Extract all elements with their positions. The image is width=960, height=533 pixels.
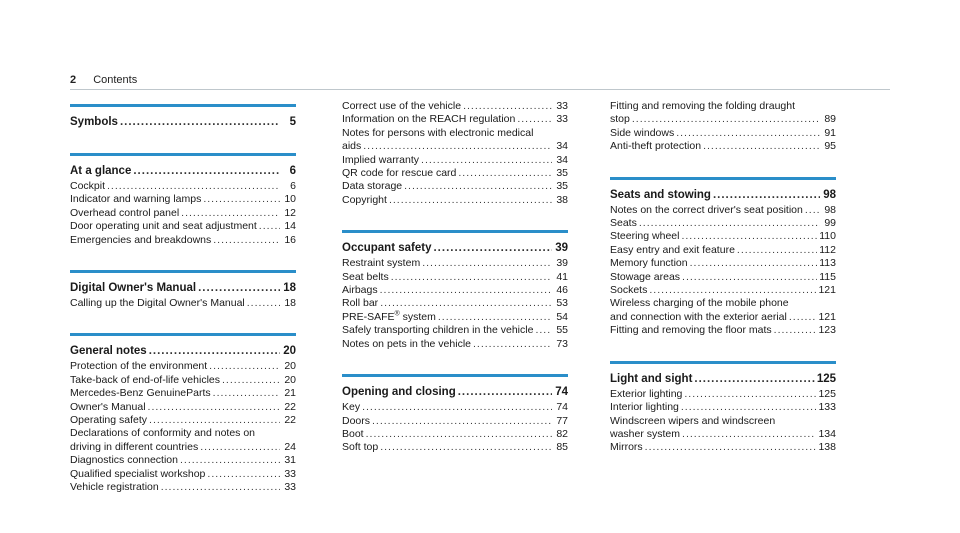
dot-leader bbox=[703, 140, 820, 153]
entry-title: Boot bbox=[342, 427, 364, 440]
toc-column-1 bbox=[70, 104, 296, 518]
page-ref: 113 bbox=[819, 257, 836, 270]
toc-entry[interactable] bbox=[342, 167, 568, 180]
toc-entry[interactable] bbox=[342, 100, 568, 113]
entry-title: Mercedes-Benz GenuineParts bbox=[70, 387, 211, 400]
page-ref: 33 bbox=[556, 113, 568, 126]
page-ref: 46 bbox=[556, 284, 568, 297]
page-ref: 14 bbox=[284, 220, 296, 233]
dot-leader bbox=[684, 388, 816, 401]
toc-section-heading[interactable] bbox=[70, 281, 296, 296]
entry-title: Seat belts bbox=[342, 270, 389, 283]
toc-entry[interactable] bbox=[70, 401, 296, 414]
page-ref: 115 bbox=[819, 270, 836, 283]
entry-title: Restraint system bbox=[342, 257, 421, 270]
section-bar bbox=[610, 177, 836, 180]
toc-column-2 bbox=[342, 100, 568, 478]
dot-leader bbox=[682, 271, 817, 284]
toc-entry[interactable] bbox=[610, 428, 836, 441]
entry-title: Overhead control panel bbox=[70, 206, 180, 219]
page-ref: 20 bbox=[284, 360, 296, 373]
toc-entry[interactable] bbox=[610, 217, 836, 230]
dot-leader bbox=[676, 127, 820, 140]
toc-section bbox=[342, 230, 568, 351]
toc-section-heading[interactable] bbox=[342, 241, 568, 256]
dot-leader bbox=[372, 415, 552, 428]
page-ref: 134 bbox=[818, 427, 836, 440]
entry-title: Key bbox=[342, 401, 361, 414]
toc-entry[interactable] bbox=[70, 193, 296, 206]
page-ref: 138 bbox=[818, 441, 836, 454]
toc-entry[interactable] bbox=[70, 297, 296, 310]
dot-leader bbox=[805, 204, 820, 217]
toc-entry[interactable] bbox=[342, 311, 568, 324]
dot-leader bbox=[421, 154, 552, 167]
section-bar bbox=[610, 361, 836, 364]
page-ref: 95 bbox=[824, 140, 836, 153]
toc-entry[interactable] bbox=[70, 360, 296, 373]
entry-title: Seats bbox=[610, 217, 637, 230]
entry-title: Stowage areas bbox=[610, 270, 681, 283]
page-ref: 41 bbox=[556, 270, 568, 283]
toc-entry[interactable] bbox=[342, 194, 568, 207]
page-ref: 98 bbox=[824, 203, 836, 216]
page-ref: 39 bbox=[555, 242, 568, 255]
toc-entry[interactable] bbox=[342, 257, 568, 270]
dot-leader bbox=[389, 194, 552, 207]
dot-leader bbox=[458, 167, 552, 180]
entry-title: washer system bbox=[610, 427, 681, 440]
page-header bbox=[70, 74, 137, 86]
toc-entry[interactable] bbox=[610, 204, 836, 217]
entry-title: aids bbox=[342, 140, 362, 153]
dot-leader bbox=[259, 220, 280, 233]
section-title: General notes bbox=[70, 345, 147, 358]
entry-title: Doors bbox=[342, 414, 371, 427]
entry-title: QR code for rescue card bbox=[342, 167, 457, 180]
entry-title: Exterior lighting bbox=[610, 387, 683, 400]
page-ref: 54 bbox=[556, 310, 568, 323]
dot-leader bbox=[149, 414, 280, 427]
entry-title: Fitting and removing the floor mats bbox=[610, 324, 772, 337]
page-ref: 125 bbox=[816, 372, 836, 385]
page-ref: 123 bbox=[818, 324, 836, 337]
section-title: Opening and closing bbox=[342, 386, 456, 399]
page-ref: 6 bbox=[289, 165, 296, 177]
toc-section bbox=[70, 333, 296, 494]
dot-leader bbox=[362, 401, 552, 414]
dot-leader bbox=[391, 271, 552, 284]
entry-title: Cockpit bbox=[70, 180, 106, 192]
entry-title: Mirrors bbox=[610, 441, 643, 454]
dot-leader bbox=[209, 360, 280, 373]
dot-leader bbox=[694, 372, 814, 387]
toc-entry[interactable] bbox=[342, 415, 568, 428]
dot-leader bbox=[180, 454, 280, 467]
toc-entry[interactable] bbox=[70, 234, 296, 247]
section-title: Occupant safety bbox=[342, 242, 432, 255]
page-ref: 31 bbox=[284, 454, 296, 467]
page-ref: 98 bbox=[823, 188, 836, 201]
toc-entry[interactable] bbox=[610, 324, 836, 337]
page-ref: 125 bbox=[818, 387, 836, 400]
entry-title: Implied warranty bbox=[342, 153, 420, 166]
dot-leader bbox=[120, 115, 280, 130]
dot-leader bbox=[133, 164, 280, 179]
entry-title: Side windows bbox=[610, 126, 675, 139]
page-ref: 82 bbox=[556, 427, 568, 440]
page-ref: 73 bbox=[556, 337, 568, 350]
entry-title: Anti-theft protection bbox=[610, 140, 702, 153]
page-ref: 21 bbox=[284, 387, 296, 400]
entry-title: Emergencies and breakdowns bbox=[70, 233, 212, 246]
entry-title: stop bbox=[610, 113, 630, 126]
toc-entry[interactable] bbox=[610, 230, 836, 243]
dot-leader bbox=[149, 344, 280, 359]
dot-leader bbox=[363, 140, 552, 153]
page-ref: 99 bbox=[824, 217, 836, 230]
toc-section-heading[interactable] bbox=[70, 344, 296, 359]
toc-section-heading[interactable] bbox=[70, 164, 296, 179]
page-ref: 18 bbox=[283, 282, 296, 295]
toc-section bbox=[342, 374, 568, 455]
dot-leader bbox=[380, 284, 552, 297]
toc-entry[interactable] bbox=[70, 441, 296, 454]
section-title: Symbols bbox=[70, 116, 118, 128]
entry-title: Owner's Manual bbox=[70, 400, 146, 413]
page-ref: 110 bbox=[819, 230, 836, 243]
toc-section bbox=[70, 104, 296, 130]
entry-title-line[interactable]: Notes for persons with electronic medical bbox=[342, 126, 534, 139]
entry-title: Protection of the environment bbox=[70, 360, 208, 373]
entry-title: Data storage bbox=[342, 180, 403, 193]
page-ref: 89 bbox=[824, 113, 836, 126]
entry-title: Easy entry and exit feature bbox=[610, 243, 735, 256]
toc-entry[interactable] bbox=[342, 441, 568, 454]
toc-entry[interactable] bbox=[342, 113, 568, 126]
section-bar bbox=[70, 153, 296, 156]
toc-entry[interactable] bbox=[342, 154, 568, 167]
toc-section bbox=[70, 153, 296, 247]
toc-entry[interactable] bbox=[342, 284, 568, 297]
dot-leader bbox=[433, 241, 552, 256]
toc-entry[interactable] bbox=[342, 271, 568, 284]
toc-entry[interactable] bbox=[610, 113, 836, 126]
entry-title: Soft top bbox=[342, 441, 379, 454]
dot-leader bbox=[213, 387, 280, 400]
toc-section-heading[interactable] bbox=[610, 188, 836, 203]
toc-entry[interactable] bbox=[610, 244, 836, 257]
page-ref: 133 bbox=[818, 401, 836, 414]
entry-title: Calling up the Digital Owner's Manual bbox=[70, 297, 245, 310]
page-ref: 24 bbox=[284, 440, 296, 453]
entry-title: Diagnostics connection bbox=[70, 454, 178, 467]
toc-entry[interactable] bbox=[70, 414, 296, 427]
page-ref: 74 bbox=[556, 401, 568, 414]
dot-leader bbox=[438, 311, 552, 324]
toc-section bbox=[70, 270, 296, 310]
toc-entry[interactable] bbox=[70, 207, 296, 220]
toc-entry[interactable] bbox=[70, 468, 296, 481]
section-bar bbox=[342, 374, 568, 377]
dot-leader bbox=[181, 207, 280, 220]
page-ref: 10 bbox=[284, 193, 296, 206]
entry-title: and connection with the exterior aerial bbox=[610, 310, 787, 323]
page-ref: 121 bbox=[818, 284, 836, 297]
section-bar bbox=[342, 230, 568, 233]
toc-entry[interactable] bbox=[70, 180, 296, 193]
toc-section-heading[interactable] bbox=[342, 385, 568, 400]
dot-leader bbox=[207, 468, 280, 481]
page-ref: 35 bbox=[556, 180, 568, 193]
page-ref: 33 bbox=[284, 467, 296, 480]
dot-leader bbox=[681, 401, 817, 414]
toc-entry[interactable] bbox=[342, 428, 568, 441]
toc-entry[interactable] bbox=[342, 297, 568, 310]
page-ref: 121 bbox=[818, 310, 836, 323]
registered-mark: ® bbox=[394, 310, 400, 318]
entry-title: Copyright bbox=[342, 193, 387, 206]
toc-entry[interactable] bbox=[610, 140, 836, 153]
entry-title: Information on the REACH regulation bbox=[342, 113, 516, 126]
entry-title: Operating safety bbox=[70, 414, 148, 427]
dot-leader bbox=[535, 324, 552, 337]
page-ref: 12 bbox=[284, 206, 296, 219]
dot-leader bbox=[458, 385, 552, 400]
toc-entry[interactable] bbox=[70, 387, 296, 400]
entry-title-line[interactable]: Declarations of conformity and notes on bbox=[70, 427, 256, 440]
dot-leader bbox=[422, 257, 552, 270]
section-bar bbox=[70, 270, 296, 273]
toc-entry[interactable] bbox=[342, 338, 568, 351]
toc-entry[interactable] bbox=[610, 257, 836, 270]
entry-title-line[interactable]: Wireless charging of the mobile phone bbox=[610, 297, 789, 310]
entry-title: Notes on the correct driver's seat position bbox=[610, 203, 803, 216]
toc-entry[interactable] bbox=[610, 271, 836, 284]
dot-leader bbox=[222, 374, 280, 387]
toc-entry[interactable] bbox=[610, 311, 836, 324]
page-header-title: Contents bbox=[93, 74, 138, 86]
dot-leader bbox=[463, 100, 552, 113]
page-ref: 74 bbox=[555, 386, 568, 399]
entry-title: Steering wheel bbox=[610, 230, 680, 243]
dot-leader bbox=[713, 188, 820, 203]
section-title: At a glance bbox=[70, 165, 132, 177]
entry-title: Qualified specialist workshop bbox=[70, 467, 206, 480]
entry-title: Indicator and warning lamps bbox=[70, 193, 202, 206]
dot-leader bbox=[404, 180, 552, 193]
toc-entry[interactable] bbox=[70, 220, 296, 233]
page-ref: 35 bbox=[556, 167, 568, 180]
entry-title: driving in different countries bbox=[70, 440, 199, 453]
dot-leader bbox=[107, 180, 280, 193]
dot-leader bbox=[198, 281, 280, 296]
page-ref: 91 bbox=[824, 126, 836, 139]
page-ref: 18 bbox=[284, 297, 296, 310]
page-ref: 16 bbox=[284, 233, 296, 246]
page-ref: 20 bbox=[284, 373, 296, 386]
dot-leader bbox=[690, 257, 818, 270]
entry-title: Notes on pets in the vehicle bbox=[342, 337, 471, 350]
toc-entry[interactable] bbox=[342, 401, 568, 414]
toc-entry[interactable] bbox=[70, 454, 296, 467]
entry-title: Sockets bbox=[610, 284, 648, 297]
toc-entry[interactable] bbox=[342, 324, 568, 337]
dot-leader bbox=[649, 284, 816, 297]
dot-leader bbox=[148, 401, 280, 414]
section-title: Light and sight bbox=[610, 372, 693, 385]
entry-title: Correct use of the vehicle bbox=[342, 100, 462, 112]
page-ref: 77 bbox=[556, 414, 568, 427]
toc-entry[interactable] bbox=[70, 374, 296, 387]
dot-leader bbox=[203, 193, 280, 206]
page-ref: 39 bbox=[556, 257, 568, 270]
page-ref: 22 bbox=[284, 414, 296, 427]
entry-title: Roll bar bbox=[342, 297, 379, 310]
section-title: Digital Owner's Manual bbox=[70, 282, 197, 295]
toc-section bbox=[610, 177, 836, 338]
entry-title: Take-back of end-of-life vehicles bbox=[70, 373, 220, 386]
toc-section-continued bbox=[342, 100, 568, 207]
page-ref: 85 bbox=[556, 441, 568, 454]
dot-leader bbox=[517, 113, 552, 126]
entry-title: Door operating unit and seat adjustment bbox=[70, 220, 257, 233]
page-ref: 20 bbox=[283, 345, 296, 358]
toc-column-3 bbox=[610, 100, 836, 478]
entry-title: Airbags bbox=[342, 284, 378, 297]
dot-leader bbox=[639, 217, 820, 230]
toc-section-heading[interactable] bbox=[610, 372, 836, 387]
section-bar bbox=[70, 333, 296, 336]
page-ref: 5 bbox=[289, 116, 296, 128]
dot-leader bbox=[213, 234, 280, 247]
dot-leader bbox=[473, 338, 552, 351]
dot-leader bbox=[247, 297, 280, 310]
dot-leader bbox=[632, 113, 820, 126]
dot-leader bbox=[681, 230, 817, 243]
entry-title-line[interactable]: Windscreen wipers and windscreen bbox=[610, 414, 776, 427]
entry-title: Interior lighting bbox=[610, 401, 679, 414]
page-ref: 33 bbox=[284, 481, 296, 494]
dot-leader bbox=[789, 311, 817, 324]
page-number: 2 bbox=[70, 74, 77, 86]
entry-title: Safely transporting children in the vehicle bbox=[342, 324, 534, 337]
header-divider bbox=[70, 89, 890, 90]
page-ref: 34 bbox=[556, 140, 568, 153]
dot-leader bbox=[380, 297, 552, 310]
section-title: Seats and stowing bbox=[610, 188, 711, 201]
toc-entry[interactable] bbox=[610, 127, 836, 140]
page-ref: 6 bbox=[290, 180, 296, 192]
page-ref: 38 bbox=[556, 193, 568, 206]
page-ref: 112 bbox=[819, 243, 836, 256]
page-ref: 55 bbox=[556, 324, 568, 337]
dot-leader bbox=[774, 324, 817, 337]
toc-section-continued bbox=[610, 100, 836, 154]
dot-leader bbox=[200, 441, 280, 454]
toc-section-heading[interactable] bbox=[70, 115, 296, 130]
dot-leader bbox=[682, 428, 816, 441]
entry-title: Memory function bbox=[610, 257, 688, 270]
page-ref: 33 bbox=[556, 100, 568, 112]
dot-leader bbox=[380, 441, 552, 454]
section-bar bbox=[70, 104, 296, 107]
toc-entry[interactable] bbox=[610, 441, 836, 454]
page-ref: 22 bbox=[284, 400, 296, 413]
entry-title: Vehicle registration bbox=[70, 481, 159, 494]
toc-entry[interactable] bbox=[342, 140, 568, 153]
toc-entry[interactable] bbox=[610, 388, 836, 401]
entry-title: PRE-SAFE® system bbox=[342, 310, 436, 323]
toc-entry[interactable] bbox=[70, 481, 296, 494]
toc-entry[interactable] bbox=[610, 401, 836, 414]
page-ref: 34 bbox=[556, 153, 568, 166]
dot-leader bbox=[645, 441, 817, 454]
entry-title-line[interactable]: Fitting and removing the folding draught bbox=[610, 100, 796, 112]
toc-entry[interactable] bbox=[342, 180, 568, 193]
dot-leader bbox=[161, 481, 280, 494]
toc-entry[interactable] bbox=[610, 284, 836, 297]
toc-section bbox=[610, 361, 836, 455]
dot-leader bbox=[366, 428, 552, 441]
dot-leader bbox=[737, 244, 817, 257]
page-ref: 53 bbox=[556, 297, 568, 310]
